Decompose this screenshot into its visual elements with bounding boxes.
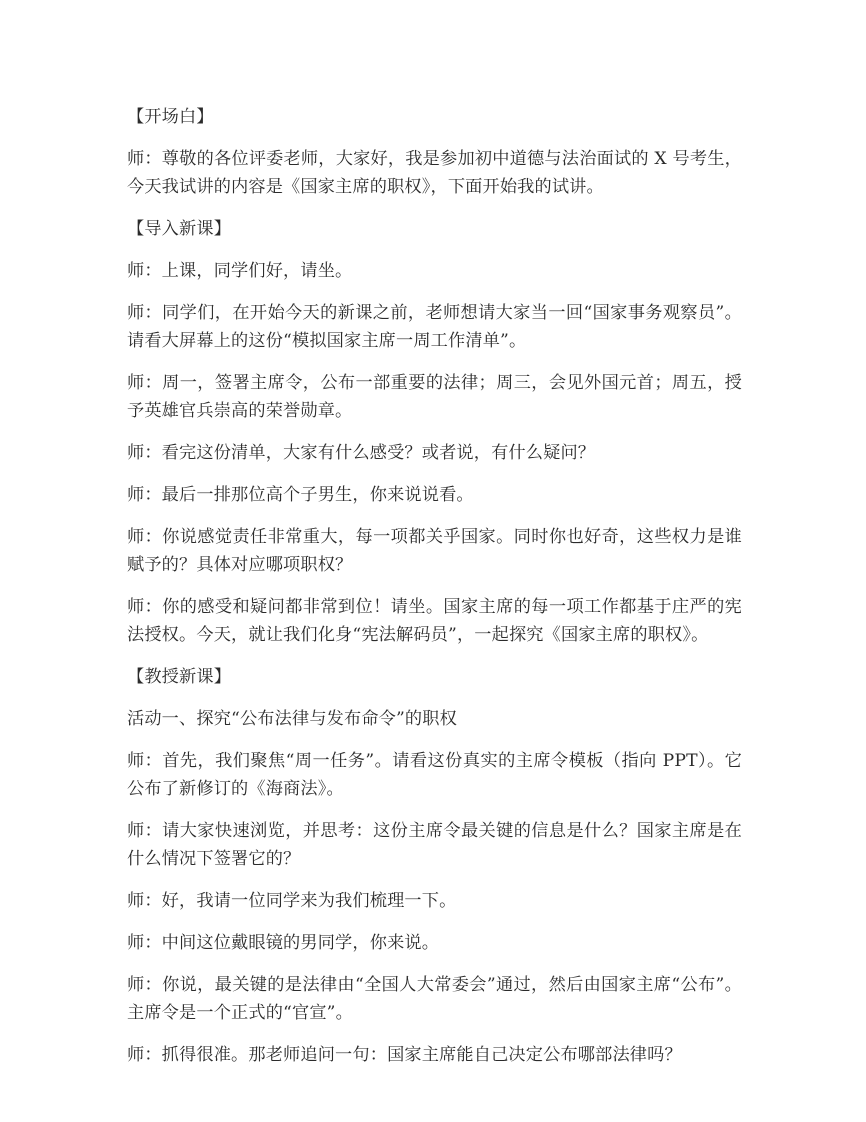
document-body	[127, 103, 742, 1069]
section-heading-introduce-lesson: 【导入新课】	[127, 219, 232, 239]
paragraph-restate-student-answer: 师：你说感觉责任非常重大，每一项都关乎国家。同时你也好奇，这些权力是谁赋予的？具体对应哪项职权？	[127, 527, 742, 575]
paragraph-ask-feelings: 师：看完这份清单，大家有什么感受？或者说，有什么疑问？	[127, 443, 596, 463]
paragraph-followup-question: 师：抓得很准。那老师追问一句：国家主席能自己决定公布哪部法律吗？	[127, 1045, 682, 1065]
paragraph-constitution-decoder-transition: 师：你的感受和疑问都非常到位！请坐。国家主席的每一项工作都基于庄严的宪法授权。今天，就让我们化身“宪法解码员”，一起探究《国家主席的职权》。	[127, 597, 742, 645]
paragraph-invite-student-summarize: 师：好，我请一位同学来为我们梳理一下。	[127, 891, 457, 911]
paragraph-npc-standing-committee-answer: 师：你说，最关键的是法律由“全国人大常委会”通过，然后由国家主席“公布”。主席令是一个正式的“官宣”。	[127, 975, 742, 1023]
paragraph-monday-task-focus: 师：首先，我们聚焦“周一任务”。请看这份真实的主席令模板（指向 PPT）。它公布了新修订的《海商法》。	[127, 751, 742, 799]
paragraph-browse-and-think: 师：请大家快速浏览，并思考：这份主席令最关键的信息是什么？国家主席是在什么情况下签署它的？	[127, 821, 742, 869]
paragraph-activity-one-title: 活动一、探究“公布法律与发布命令”的职权	[127, 709, 457, 729]
paragraph-call-tall-boy: 师：最后一排那位高个子男生，你来说说看。	[127, 485, 474, 505]
paragraph-call-student-with-glasses: 师：中间这位戴眼镜的男同学，你来说。	[127, 933, 440, 953]
section-heading-teach-new-lesson: 【教授新课】	[127, 667, 232, 687]
paragraph-state-affairs-observer: 师：同学们，在开始今天的新课之前，老师想请大家当一回“国家事务观察员”。请看大屏幕上的这份“模拟国家主席一周工作清单”。	[127, 303, 742, 351]
paragraph-weekly-work-list: 师：周一，签署主席令，公布一部重要的法律；周三，会见外国元首；周五，授予英雄官兵崇高的荣誉勋章。	[127, 373, 742, 421]
section-heading-opening: 【开场白】	[127, 107, 214, 127]
paragraph-opening-speech: 师：尊敬的各位评委老师，大家好，我是参加初中道德与法治面试的 X 号考生，今天我试讲的内容是《国家主席的职权》，下面开始我的试讲。	[127, 149, 742, 197]
paragraph-class-greeting: 师：上课，同学们好，请坐。	[127, 261, 353, 281]
